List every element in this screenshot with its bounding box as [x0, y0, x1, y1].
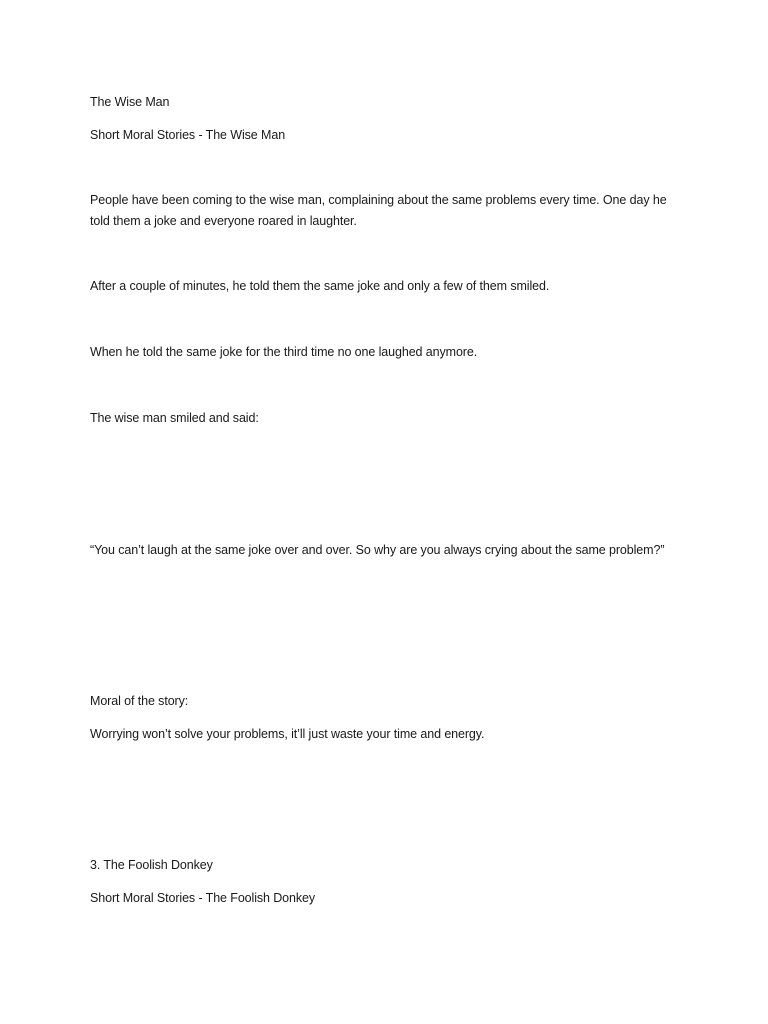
story-quote: “You can’t laugh at the same joke over and over. So why are you always crying about the same problem?” — [90, 543, 665, 557]
next-story-title: 3. The Foolish Donkey — [90, 858, 213, 872]
story-paragraph-4: The wise man smiled and said: — [90, 411, 259, 425]
next-story-subtitle: Short Moral Stories - The Foolish Donkey — [90, 891, 316, 905]
story-subtitle: Short Moral Stories - The Wise Man — [90, 128, 286, 142]
story-paragraph-3: When he told the same joke for the third time no one laughed anymore. — [90, 345, 478, 359]
story-paragraph-1: People have been coming to the wise man, complaining about the same problems every time. One day he told them a joke and everyone roared in laughter. — [90, 193, 667, 228]
moral-text: Worrying won’t solve your problems, it’ll just waste your time and energy. — [90, 727, 485, 741]
story-title: The Wise Man — [90, 95, 170, 109]
story-paragraph-2: After a couple of minutes, he told them the same joke and only a few of them smiled. — [90, 279, 550, 293]
moral-heading: Moral of the story: — [90, 694, 189, 708]
